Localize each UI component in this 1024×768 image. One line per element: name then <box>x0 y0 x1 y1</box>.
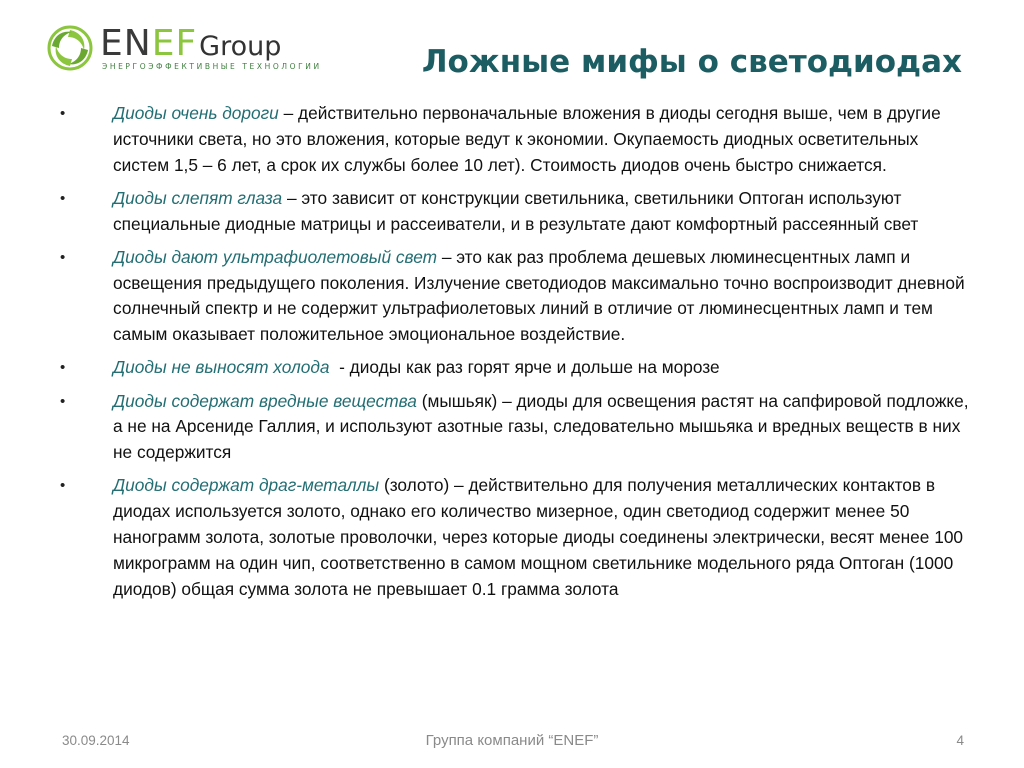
myth-label: Диоды содержат вредные вещества <box>113 390 417 411</box>
bullet: • <box>60 477 66 495</box>
swirl-logo-icon <box>46 24 94 72</box>
myth-label: Диоды содержат драг-металлы <box>113 475 380 496</box>
myth-explanation: – это зависит от конструкции светильника, светильники Оптоган используют специальные диодные матрицы и рассеиватели, и в результате дают комфортный рассеянный свет <box>113 187 919 234</box>
list-item <box>60 186 970 238</box>
bullet: • <box>60 359 66 377</box>
logo-letter-n: N <box>123 23 152 64</box>
enef-group-logo <box>46 22 322 74</box>
bullet: • <box>60 392 66 410</box>
logo-wordmark <box>100 24 281 64</box>
myth-label: Диоды дают ультрафиолетовый свет <box>113 246 438 267</box>
myth-label: Диоды очень дороги <box>113 103 279 123</box>
myth-label: Диоды слепят глаза <box>113 187 283 208</box>
footer-company: Группа компаний “ENEF” <box>425 732 599 749</box>
logo-letter-f: F <box>175 23 198 64</box>
myth-explanation: – действительно первоначальные вложения в диоды сегодня выше, чем в другие источники света, но это вложения, которые ведут к экономии. Окупаемость диодных осветительных систем 1,5 – 6 лет, а срок их службы более 10 лет). Стоимость диодов очень быстро снижается. <box>113 103 946 175</box>
myth-explanation: - диоды как раз горят ярче и дольше на морозе <box>329 357 720 378</box>
list-item <box>60 473 970 602</box>
list-item <box>60 389 974 466</box>
myth-explanation: – это как раз проблема дешевых люминесцентных ламп и освещения предыдущего поколения. Излучение светодиодов максимально точно воспроизводит дневной солнечный спектр и не содержит ультрафиолетовых линий в отличие от люминесцентных ламп и тем самым оказывает положительное эмоциональное воздействие. <box>113 246 970 345</box>
slide-title: Ложные мифы о светодиодах <box>421 44 962 80</box>
list-item <box>60 101 970 178</box>
logo-group-text: Group <box>199 31 282 62</box>
logo-letter-e2: E <box>151 23 176 64</box>
myth-explanation: (золото) – действительно для получения металлических контактов в диодах используется золото, однако его количество мизерное, один светодиод содержит менее 50 нанограмм золота, золотые проволочки, через которые диоды соединены электрически, весят менее 100 микрограмм на один чип, соответственно в самом мощном светильнике модельного ряда Оптоган (1000 диодов) общая сумма золота не превышает 0.1 грамма золота <box>113 475 968 599</box>
footer-date: 30.09.2014 <box>62 733 130 748</box>
bullet: • <box>60 105 66 122</box>
footer-page-number: 4 <box>956 733 964 748</box>
list-item <box>60 355 970 381</box>
myth-explanation: (мышьяк) – диоды для освещения растят на сапфировой подложке, а не на Арсениде Галлия, и используют азотные газы, следовательно мышьяка и вредных веществ в них не содержится <box>113 390 974 463</box>
bullet: • <box>60 189 66 207</box>
logo-letter-e1: E <box>100 23 124 64</box>
list-item <box>60 245 970 348</box>
myth-list <box>60 101 974 610</box>
logo-tagline: ЭНЕРГОЭФФЕКТИВНЫЕ ТЕХНОЛОГИИ <box>102 62 322 71</box>
bullet: • <box>60 248 66 266</box>
myth-label: Диоды не выносят холода <box>113 357 330 378</box>
